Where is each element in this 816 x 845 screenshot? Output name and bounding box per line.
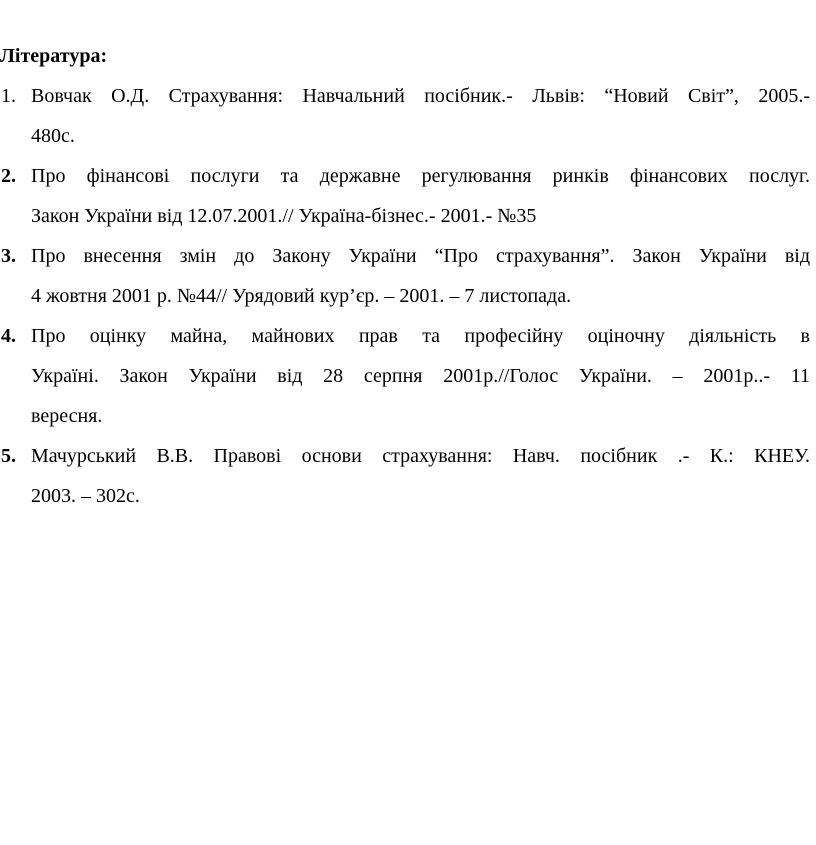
reference-text-line: Мачурський В.В. Правові основи страхування: Навч. посібник .- К.: КНЕУ. bbox=[31, 445, 810, 467]
reference-text-line: Про внесення змін до Закону України “Про страхування”. Закон України від bbox=[31, 245, 810, 267]
reference-text-line: вересня. bbox=[31, 405, 103, 427]
reference-item-2 bbox=[0, 156, 810, 236]
reference-item-3 bbox=[0, 236, 810, 316]
reference-text-line: Закон України від 12.07.2001.// Україна-бізнес.- 2001.- №35 bbox=[31, 205, 537, 227]
reference-text-line: 2003. – 302с. bbox=[31, 485, 140, 507]
reference-text-line: Україні. Закон України від 28 серпня 2001р.//Голос України. – 2001р..- 11 bbox=[31, 365, 810, 387]
references-list bbox=[0, 76, 810, 516]
reference-text-line: Вовчак О.Д. Страхування: Навчальний посібник.- Львів: “Новий Світ”, 2005.- bbox=[31, 85, 810, 107]
reference-text-line: 480с. bbox=[31, 125, 75, 147]
references-heading: Література: bbox=[0, 45, 108, 67]
reference-number: 4. bbox=[1, 325, 16, 347]
reference-number: 1. bbox=[1, 85, 16, 107]
reference-number: 5. bbox=[1, 445, 16, 467]
reference-text-line: Про оцінку майна, майнових прав та професійну оціночну діяльність в bbox=[31, 325, 810, 347]
reference-text-line: Про фінансові послуги та державне регулювання ринків фінансових послуг. bbox=[31, 165, 810, 187]
reference-item-1 bbox=[0, 76, 810, 156]
reference-number: 2. bbox=[1, 165, 16, 187]
reference-item-5 bbox=[0, 436, 810, 516]
reference-number: 3. bbox=[1, 245, 16, 267]
reference-text-line: 4 жовтня 2001 р. №44// Урядовий кур’єр. – 2001. – 7 листопада. bbox=[31, 285, 572, 307]
reference-item-4 bbox=[0, 316, 810, 436]
